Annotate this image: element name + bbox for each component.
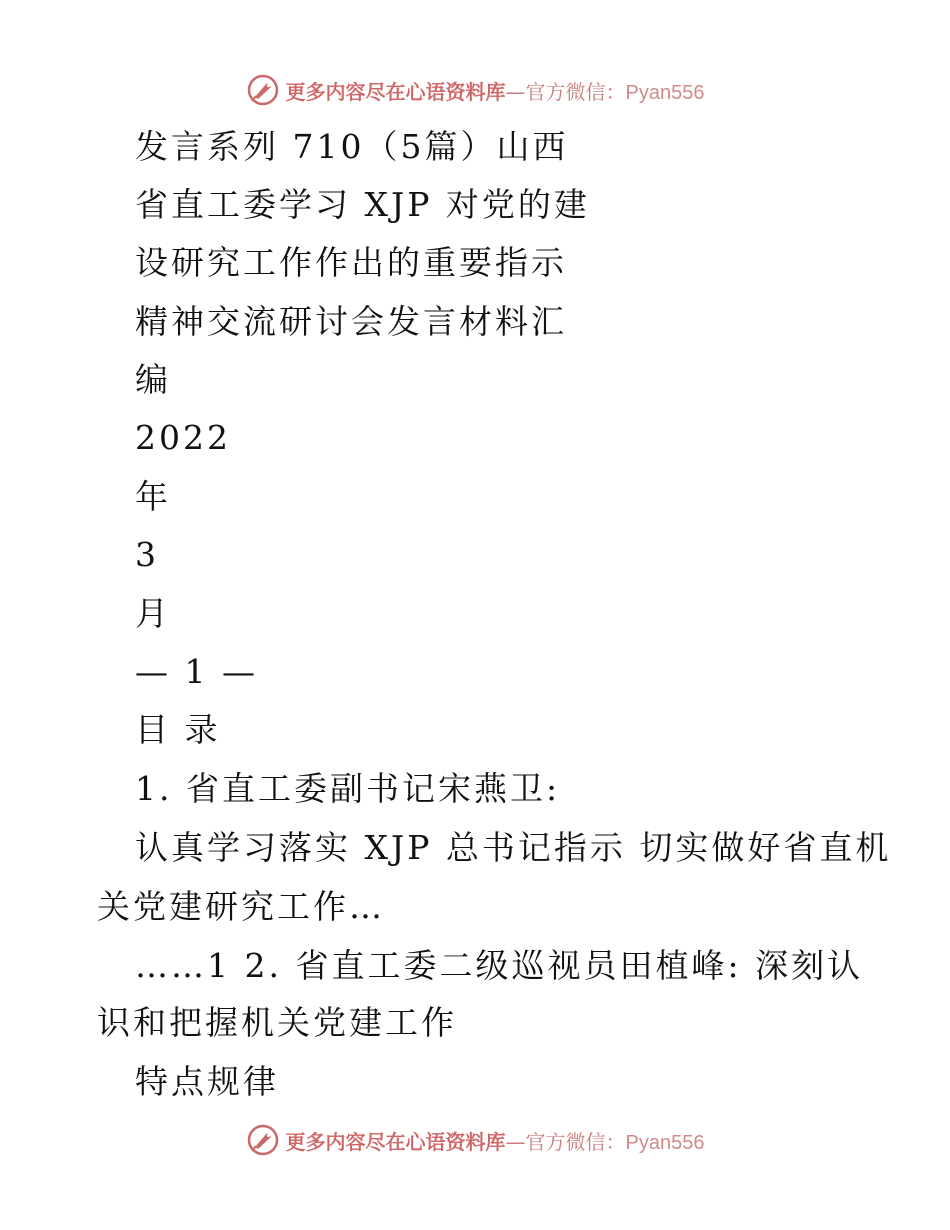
pen-nib-logo-icon xyxy=(246,73,280,107)
toc-entry: ……1 2. 省直工委二级巡视员田植峰: 深刻认 xyxy=(135,946,864,985)
footer-watermark xyxy=(0,1120,950,1160)
header-watermark xyxy=(0,70,950,110)
doc-line: 设研究工作作出的重要指示 xyxy=(135,243,567,282)
doc-line: 3 xyxy=(135,535,159,574)
doc-line: 编 xyxy=(135,360,171,399)
watermark-text: 更多内容尽在心语资料库—官方微信：Pyan556 xyxy=(285,1129,705,1154)
watermark-text: 更多内容尽在心语资料库—官方微信：Pyan556 xyxy=(285,79,705,104)
toc-entry: 关党建研究工作… xyxy=(97,887,385,926)
doc-line: 年 xyxy=(135,477,171,516)
doc-line: 2022 xyxy=(135,418,231,457)
doc-line: 省直工委学习 XJP 对党的建 xyxy=(135,185,590,224)
doc-line: 精神交流研讨会发言材料汇 xyxy=(135,302,567,341)
toc-entry: 特点规律 xyxy=(135,1062,279,1101)
pen-nib-logo-icon xyxy=(246,1123,280,1157)
toc-entry: 识和把握机关党建工作 xyxy=(97,1003,457,1042)
toc-entry: 认真学习落实 XJP 总书记指示 切实做好省直机 xyxy=(135,828,892,867)
doc-line: 发言系列 710（5篇）山西 xyxy=(135,127,569,166)
toc-entry: 1. 省直工委副书记宋燕卫: xyxy=(135,769,561,808)
page-number: — 1 — xyxy=(135,652,258,691)
doc-line: 月 xyxy=(135,594,171,633)
toc-heading: 目 录 xyxy=(135,710,221,749)
